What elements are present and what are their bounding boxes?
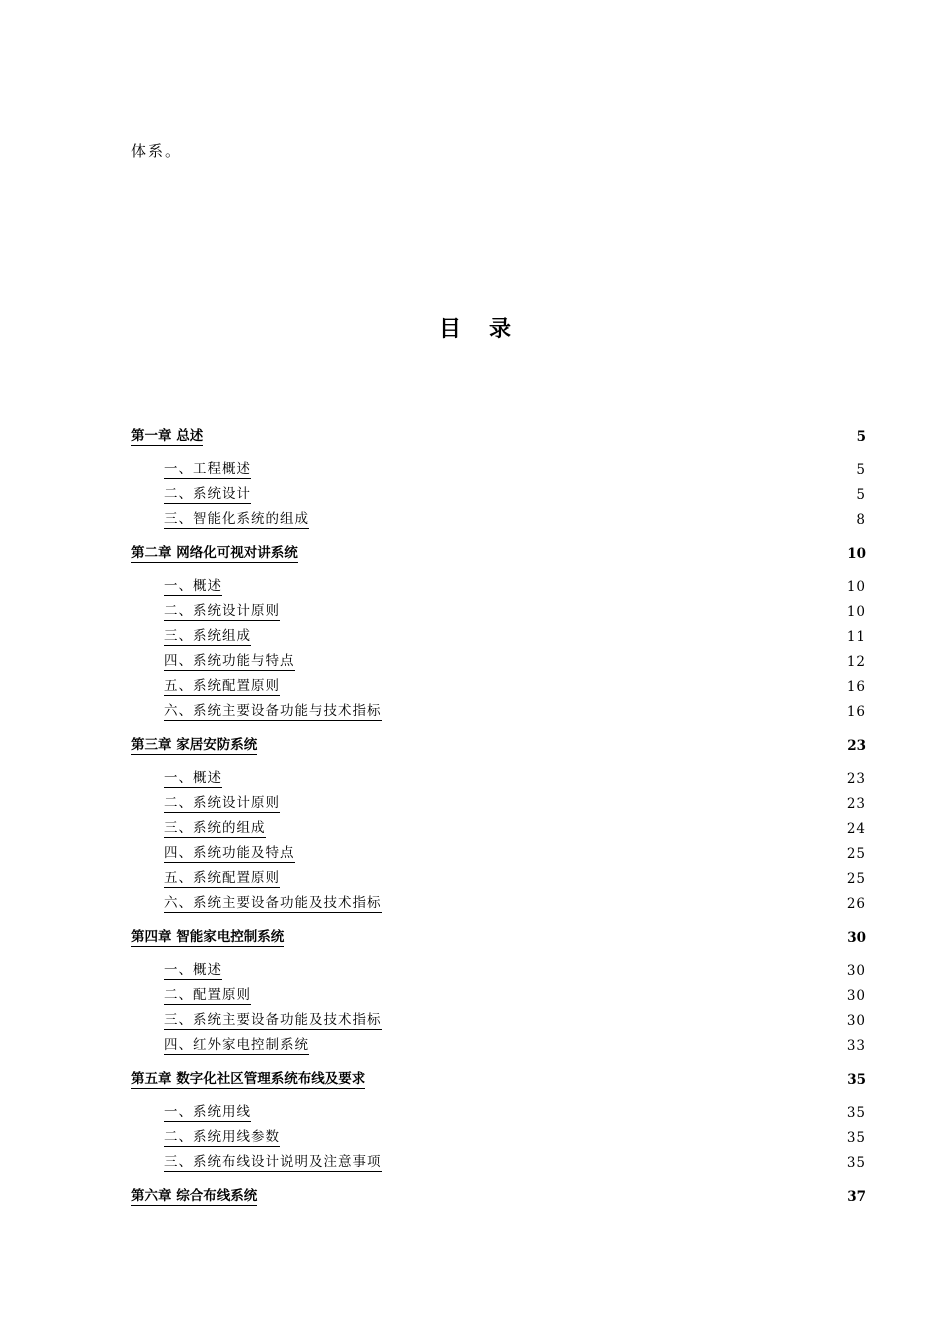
toc-chapter-entry[interactable] (131, 1063, 866, 1089)
toc-section-entry[interactable] (131, 955, 866, 980)
toc-section-entry[interactable] (131, 621, 866, 646)
toc-section-page: 25 (846, 871, 866, 887)
toc-section-page: 5 (856, 487, 866, 503)
toc-section-page: 8 (856, 512, 866, 528)
toc-section-label: 二、系统用线参数 (164, 1129, 280, 1145)
toc-section-entry[interactable] (131, 1147, 866, 1172)
toc-section-label: 三、系统的组成 (164, 820, 266, 836)
toc-section-page: 16 (846, 679, 866, 695)
toc-section-label: 二、系统设计原则 (164, 795, 280, 811)
toc-section-page: 30 (846, 1013, 866, 1029)
toc-section-entry[interactable] (131, 571, 866, 596)
toc-section-label: 二、系统设计原则 (164, 603, 280, 619)
toc-section-entry[interactable] (131, 454, 866, 479)
toc-section-label: 二、配置原则 (164, 987, 251, 1003)
toc-section-page: 23 (846, 796, 866, 812)
toc-chapter-page: 30 (847, 930, 866, 946)
toc-chapter-entry[interactable] (131, 921, 866, 947)
toc-section-page: 5 (856, 462, 866, 478)
toc-chapter-entry[interactable] (131, 537, 866, 563)
toc-section-entry[interactable] (131, 1005, 866, 1030)
toc-section-entry[interactable] (131, 646, 866, 671)
toc-section-page: 30 (846, 963, 866, 979)
toc-section-label: 一、工程概述 (164, 461, 251, 477)
toc-chapter-label: 第四章 智能家电控制系统 (131, 929, 285, 945)
toc-chapter-label: 第一章 总述 (131, 428, 204, 444)
toc-section-page: 12 (846, 654, 866, 670)
toc-section-label: 三、系统主要设备功能及技术指标 (164, 1012, 382, 1028)
toc-section-entry[interactable] (131, 671, 866, 696)
toc-section-label: 五、系统配置原则 (164, 678, 280, 694)
toc-chapter-page: 10 (847, 546, 866, 562)
toc-section-page: 26 (846, 896, 866, 912)
toc-section-label: 一、概述 (164, 962, 222, 978)
toc-section-label: 四、红外家电控制系统 (164, 1037, 309, 1053)
toc-section-entry[interactable] (131, 479, 866, 504)
toc-section-label: 一、系统用线 (164, 1104, 251, 1120)
toc-section-label: 三、系统布线设计说明及注意事项 (164, 1154, 382, 1170)
toc-section-page: 23 (846, 771, 866, 787)
toc-section-page: 33 (846, 1038, 866, 1054)
toc-section-label: 五、系统配置原则 (164, 870, 280, 886)
toc-chapter-label: 第三章 家居安防系统 (131, 737, 258, 753)
toc-section-label: 一、概述 (164, 770, 222, 786)
toc-chapter-page: 23 (847, 738, 866, 754)
toc-section-page: 35 (846, 1130, 866, 1146)
toc-section-page: 10 (846, 579, 866, 595)
toc-section-entry[interactable] (131, 838, 866, 863)
toc-section-page: 10 (846, 604, 866, 620)
toc-chapter-entry[interactable] (131, 1180, 866, 1206)
toc-section-label: 三、智能化系统的组成 (164, 511, 309, 527)
toc-chapter-label: 第六章 综合布线系统 (131, 1188, 258, 1204)
toc-section-page: 16 (846, 704, 866, 720)
toc-section-label: 三、系统组成 (164, 628, 251, 644)
toc-chapter-label: 第二章 网络化可视对讲系统 (131, 545, 298, 561)
toc-section-page: 30 (846, 988, 866, 1004)
toc-chapter-page: 37 (847, 1189, 866, 1205)
toc-section-entry[interactable] (131, 1030, 866, 1055)
toc-chapter-page: 5 (856, 429, 866, 445)
toc-section-label: 四、系统功能与特点 (164, 653, 295, 669)
toc-heading: 目录 (438, 316, 539, 342)
toc-section-entry[interactable] (131, 763, 866, 788)
toc-section-page: 35 (846, 1105, 866, 1121)
toc-section-entry[interactable] (131, 596, 866, 621)
toc-section-entry[interactable] (131, 1122, 866, 1147)
toc-section-entry[interactable] (131, 788, 866, 813)
toc-section-label: 一、概述 (164, 578, 222, 594)
toc-section-label: 二、系统设计 (164, 486, 251, 502)
toc-section-page: 24 (846, 821, 866, 837)
toc-section-entry[interactable] (131, 504, 866, 529)
toc-section-entry[interactable] (131, 1097, 866, 1122)
toc-section-entry[interactable] (131, 980, 866, 1005)
toc-section-entry[interactable] (131, 863, 866, 888)
toc-section-entry[interactable] (131, 888, 866, 913)
toc-chapter-page: 35 (847, 1072, 866, 1088)
toc-section-entry[interactable] (131, 696, 866, 721)
toc-chapter-label: 第五章 数字化社区管理系统布线及要求 (131, 1071, 366, 1087)
toc-chapter-entry[interactable] (131, 420, 866, 446)
toc-section-entry[interactable] (131, 813, 866, 838)
toc-section-label: 六、系统主要设备功能与技术指标 (164, 703, 382, 719)
toc-section-label: 六、系统主要设备功能及技术指标 (164, 895, 382, 911)
toc-section-page: 35 (846, 1155, 866, 1171)
toc-chapter-entry[interactable] (131, 729, 866, 755)
toc-section-label: 四、系统功能及特点 (164, 845, 295, 861)
toc-section-page: 25 (846, 846, 866, 862)
toc-section-page: 11 (846, 629, 866, 645)
body-text-fragment: 体系。 (131, 142, 183, 160)
table-of-contents (131, 420, 866, 1206)
